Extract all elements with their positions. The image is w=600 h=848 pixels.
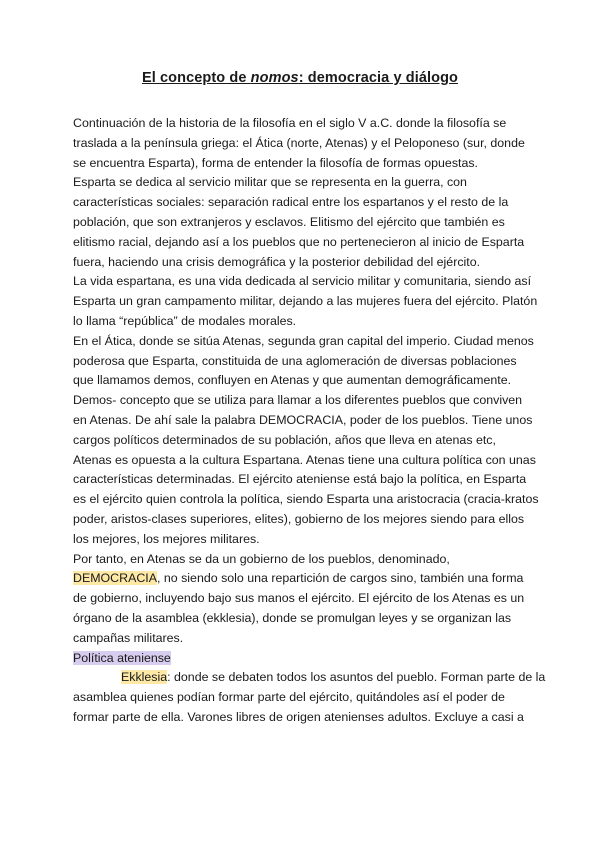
text-line: órgano de la asamblea (ekklesia), donde se promulgan leyes y se organizan las (73, 610, 512, 625)
democracia-paragraph (73, 569, 525, 648)
text-line (73, 649, 525, 669)
text-line: de gobierno, incluyendo bajo sus manos el ejército. El ejército de los Atenas es un (73, 591, 525, 606)
text-line: Atenas es opuesta a la cultura Espartana. Atenas tiene una cultura política con unas (73, 452, 536, 467)
text-line: los mejores, los mejores militares. (73, 531, 260, 546)
section-heading-paragraph (73, 649, 525, 669)
text-line: fuera, haciendo una crisis demográfica y la posterior debilidad del ejército. (73, 254, 481, 269)
text-line: es el ejército quien controla la política, siendo Esparta una aristocracia (cracia-kratos (73, 492, 539, 507)
paragraph-group (73, 114, 539, 569)
text-line: Esparta un gran campamento militar, dejando a las mujeres fuera del ejército. Platón (73, 294, 538, 309)
title-suffix: : democracia y diálogo (298, 70, 459, 86)
text-line (73, 668, 546, 688)
text-line: Demos- concepto que se utiliza para llamar a los diferentes pueblos que conviven (73, 393, 523, 408)
highlight-ekklesia: Ekklesia (121, 670, 168, 685)
text-line: características sociales: separación radical entre los espartanos y el resto de la (73, 195, 509, 210)
paragraph (73, 391, 539, 549)
text-line: en Atenas. De ahí sale la palabra DEMOCRACIA, poder de los pueblos. Tiene unos (73, 412, 533, 427)
text-line: formar parte de ella. Varones libres de origen atenienses adultos. Excluye a casi a (73, 709, 524, 724)
text-line (73, 569, 525, 589)
text-line: elitismo racial, dejando así a los pueblos que no pertenecieron al inicio de Esparta (73, 234, 525, 249)
text-line: poder, aristos-clases superiores, elites), gobierno de los mejores siendo para ellos (73, 511, 525, 526)
ekklesia-paragraph (73, 668, 546, 727)
text-line: En el Ática, donde se sitúa Atenas, segunda gran capital del imperio. Ciudad menos (73, 333, 534, 348)
text-line: Esparta se dedica al servicio militar que se representa en la guerra, con (73, 175, 467, 190)
document-body (73, 114, 546, 728)
text-line: población, que son extranjeros y esclavos. Elitismo del ejército que también es (73, 214, 505, 229)
text-line: características determinadas. El ejército ateniense está bajo la política, en Esparta (73, 472, 527, 487)
paragraph (73, 332, 534, 391)
ekklesia-line-rest: : donde se debaten todos los asuntos del pueblo. Forman parte de la (167, 670, 546, 685)
paragraph (73, 272, 538, 331)
text-line: asamblea quienes podían formar parte del ejército, quitándoles así el poder de (73, 690, 505, 705)
page-title (0, 70, 600, 86)
paragraph (73, 550, 525, 570)
text-line: Por tanto, en Atenas se da un gobierno de los pueblos, denominado, (73, 551, 450, 566)
text-line: que llamamos demos, confluyen en Atenas y que aumentan demográficamente. (73, 373, 512, 388)
text-line: Continuación de la historia de la filosofía en el siglo V a.C. donde la filosofía se (73, 116, 507, 130)
section-heading: Política ateniense (73, 650, 171, 665)
title-prefix: El concepto de (141, 70, 251, 86)
text-line: campañas militares. (73, 630, 184, 645)
democracia-line-rest: , no siendo solo una repartición de cargos sino, también una forma (157, 571, 524, 586)
highlight-democracia: DEMOCRACIA (73, 571, 157, 586)
title-italic: nomos (250, 70, 299, 86)
paragraph (73, 114, 525, 173)
text-line: lo llama “república” de modales morales. (73, 313, 297, 328)
text-line: poderosa que Esparta, constituida de una aglomeración de diversas poblaciones (73, 353, 517, 368)
text-line: traslada a la península griega: el Ática (norte, Atenas) y el Peloponeso (sur, donde (73, 135, 525, 150)
text-line: La vida espartana, es una vida dedicada al servicio militar y comunitaria, siendo así (73, 274, 532, 289)
text-line: se encuentra Esparta), forma de entender la filosofía de formas opuestas. (73, 155, 478, 170)
paragraph (73, 173, 525, 272)
text-line: cargos políticos determinados de su población, años que lleva en atenas etc, (73, 432, 496, 447)
